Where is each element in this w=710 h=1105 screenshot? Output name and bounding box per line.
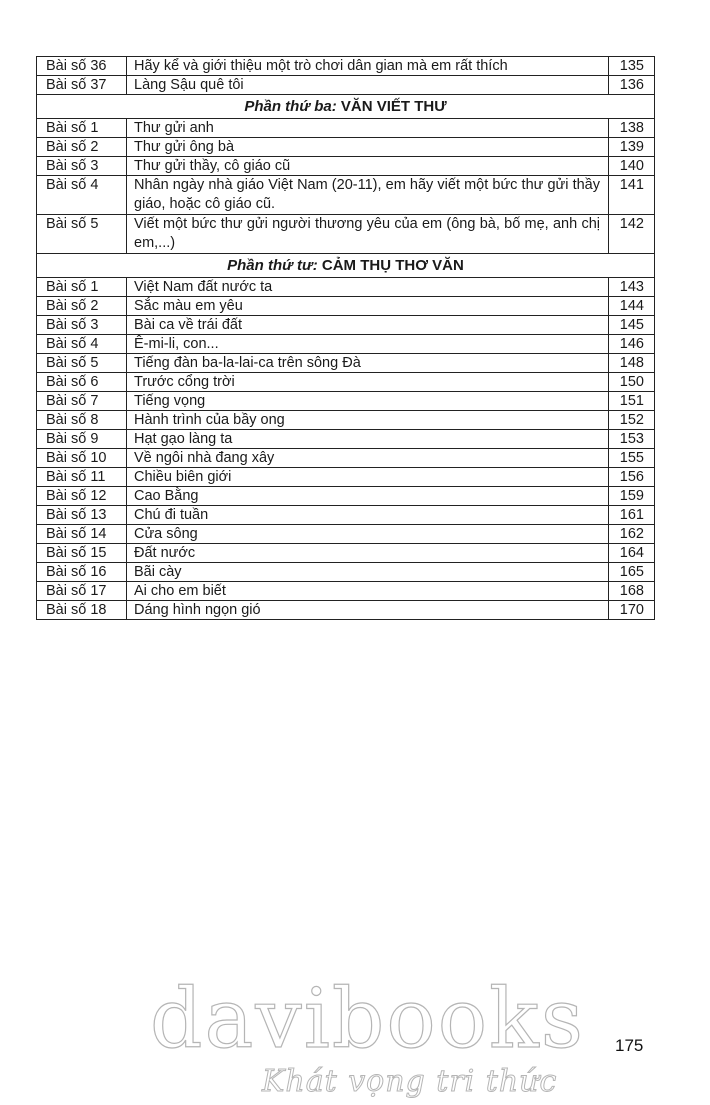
- lesson-page: 135: [609, 57, 655, 76]
- lesson-title: Bãi cày: [127, 563, 609, 582]
- toc-row: [37, 76, 655, 95]
- lesson-title: Thư gửi anh: [127, 119, 609, 138]
- lesson-page: 144: [609, 297, 655, 316]
- lesson-title: Trước cổng trời: [127, 373, 609, 392]
- page-number: 175: [615, 1036, 644, 1055]
- lesson-title: Làng Sậu quê tôi: [127, 76, 609, 95]
- lesson-title: Bài ca về trái đất: [127, 316, 609, 335]
- lesson-title: Tiếng đàn ba-la-lai-ca trên sông Đà: [127, 354, 609, 373]
- toc-body: [37, 57, 655, 620]
- toc-row: [37, 487, 655, 506]
- lesson-number: Bài số 1: [37, 119, 127, 138]
- lesson-title: Dáng hình ngọn gió: [127, 601, 609, 620]
- toc-row: [37, 563, 655, 582]
- lesson-number: Bài số 3: [37, 157, 127, 176]
- lesson-page: 150: [609, 373, 655, 392]
- section-header-part4: [37, 254, 655, 278]
- lesson-page: 156: [609, 468, 655, 487]
- lesson-title: Thư gửi ông bà: [127, 138, 609, 157]
- lesson-number: Bài số 37: [37, 76, 127, 95]
- lesson-number: Bài số 17: [37, 582, 127, 601]
- lesson-page: 161: [609, 506, 655, 525]
- lesson-title: Ê-mi-li, con...: [127, 335, 609, 354]
- lesson-number: Bài số 15: [37, 544, 127, 563]
- lesson-title: Cao Bằng: [127, 487, 609, 506]
- lesson-page: 138: [609, 119, 655, 138]
- lesson-page: 136: [609, 76, 655, 95]
- section-heading: [37, 95, 655, 119]
- lesson-title: Hạt gạo làng ta: [127, 430, 609, 449]
- lesson-number: Bài số 11: [37, 468, 127, 487]
- section-heading-label: Phần thứ ba:: [244, 98, 337, 115]
- lesson-page: 168: [609, 582, 655, 601]
- lesson-page: 145: [609, 316, 655, 335]
- toc-row: [37, 316, 655, 335]
- toc-row: [37, 544, 655, 563]
- lesson-number: Bài số 9: [37, 430, 127, 449]
- lesson-number: Bài số 18: [37, 601, 127, 620]
- lesson-page: 170: [609, 601, 655, 620]
- lesson-number: Bài số 1: [37, 278, 127, 297]
- lesson-title: Về ngôi nhà đang xây: [127, 449, 609, 468]
- section-heading: [37, 254, 655, 278]
- toc-row: [37, 525, 655, 544]
- lesson-number: Bài số 8: [37, 411, 127, 430]
- lesson-number: Bài số 13: [37, 506, 127, 525]
- watermark-logo: davibooks: [150, 972, 585, 1067]
- toc-row: [37, 354, 655, 373]
- toc-row: [37, 57, 655, 76]
- lesson-title: Nhân ngày nhà giáo Việt Nam (20-11), em hãy viết một bức thư gửi thầy giáo, hoặc cô giáo cũ.: [127, 176, 609, 215]
- toc-row: [37, 582, 655, 601]
- toc-row: [37, 119, 655, 138]
- lesson-title: Chú đi tuần: [127, 506, 609, 525]
- section-heading-title: VĂN VIẾT THƯ: [340, 98, 447, 115]
- lesson-number: Bài số 36: [37, 57, 127, 76]
- lesson-title: Viết một bức thư gửi người thương yêu của em (ông bà, bố mẹ, anh chị em,...): [127, 215, 609, 254]
- toc-row: [37, 449, 655, 468]
- lesson-title: Chiều biên giới: [127, 468, 609, 487]
- lesson-number: Bài số 5: [37, 215, 127, 254]
- lesson-page: 143: [609, 278, 655, 297]
- lesson-page: 148: [609, 354, 655, 373]
- toc-row: [37, 157, 655, 176]
- lesson-number: Bài số 12: [37, 487, 127, 506]
- watermark-tagline: Khát vọng tri thức: [262, 1064, 558, 1099]
- lesson-number: Bài số 16: [37, 563, 127, 582]
- lesson-title: Cửa sông: [127, 525, 609, 544]
- lesson-page: 146: [609, 335, 655, 354]
- lesson-page: 165: [609, 563, 655, 582]
- lesson-number: Bài số 7: [37, 392, 127, 411]
- section-header-part3: [37, 95, 655, 119]
- toc-row: [37, 506, 655, 525]
- lesson-number: Bài số 5: [37, 354, 127, 373]
- lesson-page: 139: [609, 138, 655, 157]
- toc-row: [37, 411, 655, 430]
- lesson-page: 151: [609, 392, 655, 411]
- toc-row: [37, 176, 655, 215]
- toc-row: [37, 335, 655, 354]
- lesson-page: 153: [609, 430, 655, 449]
- lesson-number: Bài số 4: [37, 176, 127, 215]
- lesson-title: Hãy kể và giới thiệu một trò chơi dân gian mà em rất thích: [127, 57, 609, 76]
- toc-row: [37, 138, 655, 157]
- section-heading-title: CẢM THỤ THƠ VĂN: [321, 257, 464, 274]
- lesson-page: 152: [609, 411, 655, 430]
- lesson-page: 141: [609, 176, 655, 215]
- toc-row: [37, 601, 655, 620]
- lesson-page: 162: [609, 525, 655, 544]
- lesson-number: Bài số 4: [37, 335, 127, 354]
- lesson-title: Việt Nam đất nước ta: [127, 278, 609, 297]
- toc-row: [37, 392, 655, 411]
- toc-row: [37, 373, 655, 392]
- lesson-title: Thư gửi thầy, cô giáo cũ: [127, 157, 609, 176]
- lesson-page: 142: [609, 215, 655, 254]
- lesson-title: Hành trình của bầy ong: [127, 411, 609, 430]
- lesson-number: Bài số 3: [37, 316, 127, 335]
- section-heading-label: Phần thứ tư:: [227, 257, 318, 274]
- lesson-page: 155: [609, 449, 655, 468]
- toc-row: [37, 430, 655, 449]
- lesson-number: Bài số 2: [37, 297, 127, 316]
- lesson-title: Sắc màu em yêu: [127, 297, 609, 316]
- toc-row: [37, 297, 655, 316]
- lesson-number: Bài số 10: [37, 449, 127, 468]
- lesson-page: 159: [609, 487, 655, 506]
- lesson-number: Bài số 6: [37, 373, 127, 392]
- toc-row: [37, 215, 655, 254]
- lesson-page: 140: [609, 157, 655, 176]
- toc-row: [37, 278, 655, 297]
- table-of-contents: [36, 56, 655, 620]
- lesson-title: Ai cho em biết: [127, 582, 609, 601]
- toc-row: [37, 468, 655, 487]
- lesson-number: Bài số 14: [37, 525, 127, 544]
- lesson-page: 164: [609, 544, 655, 563]
- lesson-title: Tiếng vọng: [127, 392, 609, 411]
- lesson-title: Đất nước: [127, 544, 609, 563]
- lesson-number: Bài số 2: [37, 138, 127, 157]
